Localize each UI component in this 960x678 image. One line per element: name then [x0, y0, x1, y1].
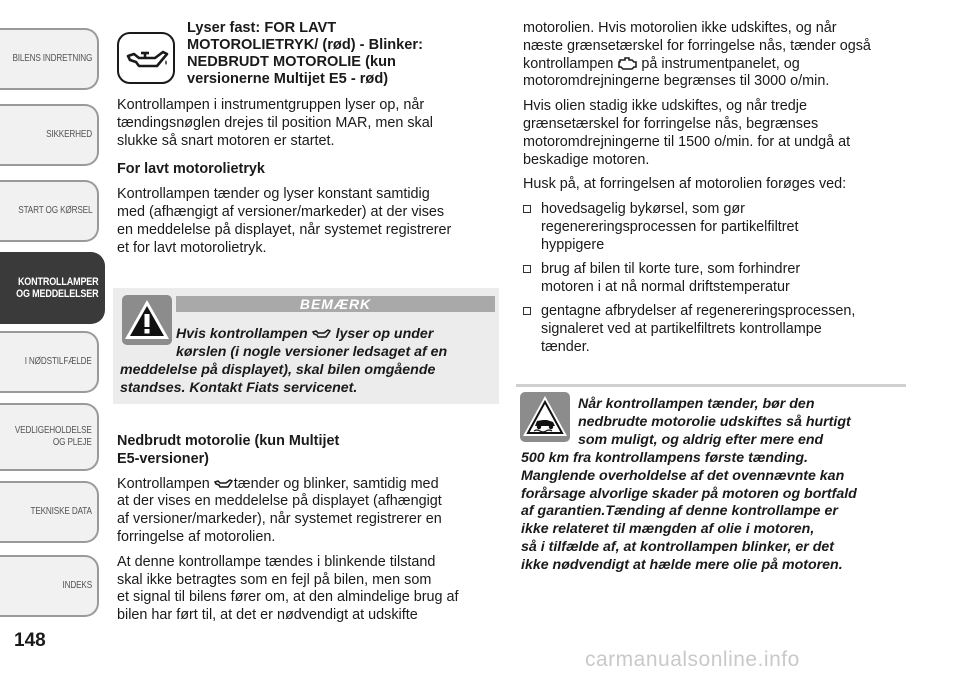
right-column	[523, 20, 918, 194]
paragraph	[117, 97, 502, 150]
text-line: Hvis olien stadig ikke udskiftes, og når tredje	[523, 98, 807, 115]
watermark: carmanualsonline.info	[585, 648, 800, 671]
text-line: signaleret ved at partikelfiltrets kontrollampe	[541, 320, 822, 337]
title-line: Lyser fast: FOR LAVT	[187, 20, 337, 36]
tab-sikkerhed[interactable]	[0, 104, 99, 166]
section-heading: For lavt motorolietryk	[117, 161, 265, 178]
text-line: at der vises en meddelelse på displayet (afhængigt	[117, 493, 442, 510]
engine-icon	[617, 56, 637, 70]
title-line: MOTOROLIETRYK/ (rød) - Blinker:	[187, 37, 423, 53]
note-text-line3: meddelelse på displayet), skal bilen omgående	[120, 362, 436, 378]
paragraph	[117, 554, 502, 625]
text-line: med (afhængigt af versioner/markeder) at der vises	[117, 203, 445, 220]
text: på instrumentpanelet, og	[641, 55, 800, 72]
text-line: brug af bilen til korte ture, som forhindrer	[541, 261, 801, 277]
text-line: af garantien.Tænding af denne kontrollampe er	[521, 503, 838, 520]
paragraph	[523, 20, 918, 91]
title-line: NEDBRUDT MOTOROLIE (kun	[187, 54, 396, 70]
tab-start-og-korsel[interactable]	[0, 180, 99, 242]
warning-text-indented	[578, 396, 913, 449]
note-text-line2: kørslen (i nogle versioner ledsaget af en	[176, 344, 448, 360]
text-line: forringelse af motorolien.	[117, 528, 276, 545]
tab-indeks[interactable]	[0, 555, 99, 617]
text-line: ikke nødvendigt at hælde mere olie på motoren.	[521, 556, 843, 573]
tab-i-nodstilfaelde[interactable]	[0, 331, 99, 393]
car-slippery-warning-icon	[520, 392, 570, 442]
text-line: Når kontrollampen tænder, bør den	[578, 396, 815, 412]
text-line: regenereringsprocessen for partikelfiltret	[541, 218, 799, 235]
note-text-line1	[176, 326, 496, 344]
oil-can-icon	[214, 477, 234, 489]
text-line: et for lavt motorolietryk.	[117, 239, 267, 256]
text-line	[523, 56, 918, 74]
text-line: nedbrudte motorolie udskiftes så hurtigt	[578, 413, 851, 430]
oil-can-icon	[312, 327, 332, 339]
list-item	[523, 201, 913, 254]
text-line	[117, 476, 502, 494]
tab-bilens-indretning[interactable]	[0, 28, 99, 90]
tab-vedligeholdelse[interactable]	[0, 403, 99, 471]
tab-label-line1: KONTROLLAMPER	[17, 276, 99, 288]
text-line: motorolien. Hvis motorolien ikke udskiftes, og når	[523, 20, 837, 36]
text: Kontrollampen	[117, 475, 210, 492]
list-item	[523, 303, 913, 356]
text: kontrollampen	[523, 55, 614, 72]
heading-line: E5-versioner)	[117, 450, 209, 467]
checkbox-bullet-icon	[523, 307, 531, 315]
checkbox-bullet-icon	[523, 205, 531, 213]
text-line: forårsage alvorlige skader på motoren og bortfald	[521, 485, 857, 502]
text-line: ikke relateret til mængden af olie i motoren,	[521, 521, 815, 538]
tab-label	[15, 425, 92, 449]
text-line: slukke så snart motoren er startet.	[117, 132, 335, 149]
text-line: beskadige motoren.	[523, 151, 650, 168]
paragraph	[117, 476, 502, 547]
warning-text	[521, 450, 916, 575]
text-line: som muligt, og aldrig efter mere end	[578, 431, 824, 448]
text-line: Kontrollampen i instrumentgruppen lyser op, når	[117, 97, 425, 113]
text-line: så i tilfælde af, at kontrollampen blinker, er det	[521, 538, 834, 555]
text-line: hyppigere	[541, 236, 605, 253]
oil-can-icon	[117, 32, 175, 84]
text-line: næste grænsetærskel for forringelse nås, tænder også	[523, 37, 871, 54]
text-line: motoromdrejningerne begrænses til 3000 o/min.	[523, 73, 830, 90]
text-line: et signal til bilens fører om, at den almindelige brug af	[117, 589, 459, 606]
text-line: bilen har ført til, at det er nødvendigt at udskifte	[117, 607, 418, 624]
note-text: lyser op under	[335, 326, 434, 342]
left-column-lower	[117, 433, 502, 625]
heading-line: Nedbrudt motorolie (kun Multijet	[117, 433, 340, 449]
text-line: motoromdrejningerne til 1500 o/min. for at undgå at	[523, 133, 851, 150]
text-line: motoren i at nå normal driftstemperatur	[541, 278, 790, 295]
tab-label	[16, 276, 98, 300]
checkbox-bullet-icon	[523, 265, 531, 273]
text-line: Kontrollampen tænder og lyser konstant samtidig	[117, 186, 430, 203]
text-line: en meddelelse på displayet, når systemet registrerer	[117, 221, 452, 238]
tab-label: INDEKS	[62, 580, 92, 591]
text-line: gentagne afbrydelser af regenereringsprocessen,	[541, 303, 856, 319]
tab-tekniske-data[interactable]	[0, 481, 99, 543]
tab-kontrollamper[interactable]	[0, 252, 105, 324]
paragraph: Husk på, at forringelsen af motorolien forøges ved:	[523, 176, 847, 193]
text-line: hovedsagelig bykørsel, som gør	[541, 201, 745, 217]
text-line: At denne kontrollampe tændes i blinkende tilstand	[117, 553, 436, 570]
note-header	[176, 296, 495, 312]
divider	[516, 384, 906, 387]
text: tænder og blinker, samtidig med	[233, 475, 439, 492]
page-number: 148	[14, 630, 46, 651]
tab-label: I NØDSTILFÆLDE	[25, 356, 92, 367]
tab-label-line2: OG MEDDELELSER	[15, 288, 98, 300]
note-text-line4: standses. Kontakt Fiats servicenet.	[120, 380, 358, 396]
tab-label-line2: OG PLEJE	[53, 437, 92, 448]
tab-label: SIKKERHED	[46, 129, 92, 140]
tab-label: BILENS INDRETNING	[12, 53, 92, 64]
text-line: Manglende overholdelse af det ovennævnte kan	[521, 467, 845, 484]
section-heading	[117, 433, 502, 469]
note-text: Hvis kontrollampen	[176, 326, 308, 342]
tab-label: START OG KØRSEL	[17, 205, 92, 216]
left-column	[117, 97, 502, 257]
title-line: versionerne Multijet E5 - rød)	[187, 71, 389, 87]
text-line: 500 km fra kontrollampens første tænding.	[521, 450, 808, 466]
tab-label: TEKNISKE DATA	[30, 506, 92, 517]
text-line: af versioner/markeder), når systemet registrerer en	[117, 511, 442, 528]
text-line: tændingsnøglen drejes til position MAR, men skal	[117, 114, 433, 131]
paragraph	[117, 186, 502, 257]
list-item	[523, 261, 913, 297]
note-label: BEMÆRK	[299, 296, 372, 312]
paragraph	[523, 98, 918, 169]
warning-triangle-icon	[122, 295, 172, 345]
text-line: grænsetærskel for forringelse nås, begrænses	[523, 115, 819, 132]
warning-light-title	[187, 20, 423, 88]
tab-label-line1: VEDLIGEHOLDELSE	[15, 425, 92, 436]
text-line: tænder.	[541, 338, 590, 355]
text-line: skal ikke betragtes som en fejl på bilen, men som	[117, 571, 432, 588]
